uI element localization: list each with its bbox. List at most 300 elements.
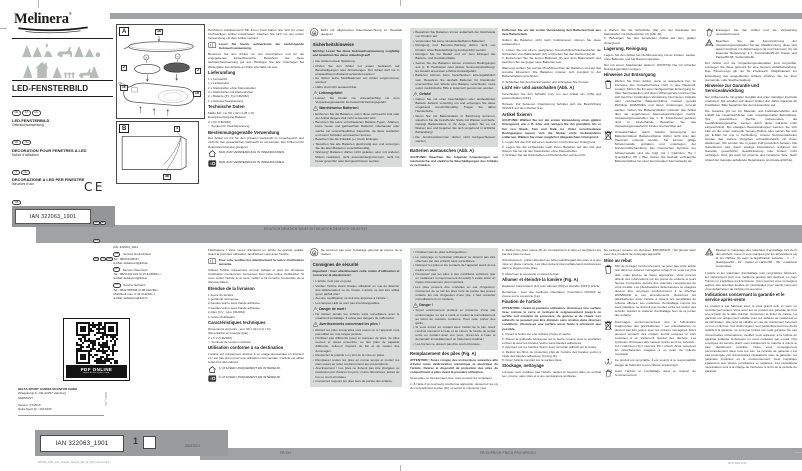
warning-block — [313, 91, 400, 104]
part-label-1a: 1a — [157, 29, 161, 34]
language-badge: AT — [22, 110, 30, 116]
paragraph: Der Artikel und die Verpackungsmaterialien sind recycelbar, entsorgen Sie diese getrennt für eine bessere Abfallbehandlung. Das Triman-Logo gilt nur für Frankreich. Möglichkeiten zur Entsorgung des ausgedienten Artikels erfahren Sie bei Ihrer Gemeinde- oder Stadtverwaltung. — [705, 61, 797, 82]
service-entry — [113, 283, 207, 301]
french-page-column-5 — [604, 248, 696, 442]
crop-mark — [0, 28, 7, 29]
language-badge: AT — [102, 221, 105, 224]
safety-box — [410, 28, 498, 147]
line: 5. Fixez l’article complet sur la surface lisse. — [502, 357, 563, 362]
icon-caption: Werfen Sie Ihren Artikel, wenn er ausgedient hat, im Interesse des Umweltschutzes nicht in den Hausmüll, sondern führen Sie ihn einer fachgerechten Entsorgung zu. Über Sammelstellen und deren Öffnungszeiten können Sie sich bei Ihrer zuständigen Verwaltung informieren. Defekte oder verbrauchte Batterien/Akkus müssen gemäß Richtlinie 2006/66/EG und deren Änderungen recycelt werden. Geben Sie Batterien/Akkus und/oder den Artikel über die angebotenen Sammeleinrichtungen zurück. Verpackungsmaterialien wie z. B. Folienbeutel gehören nicht in Kinderhände. Bewahren Sie das Verpackungsmaterial für Kinder unerreichbar auf. — [614, 79, 696, 128]
cover-panel — [12, 12, 113, 206]
warning-title: Avertissements concernant les piles ! — [319, 322, 380, 327]
battery-disposal-icon — [604, 320, 613, 330]
svg-text:!: ! — [314, 324, 316, 327]
divider — [12, 38, 113, 39]
no-room-light-icon — [310, 28, 319, 37]
service-entries — [113, 252, 207, 301]
product-title: LED-FENSTERBILD — [12, 83, 89, 93]
paragraph: Sollten die Batterien nicht mehr funktionieren, können Sie diese austauschen. — [502, 37, 601, 46]
brand-name: Melinera — [14, 11, 69, 27]
line: 5. Befestigen Sie den kompletten Artikel auf dem glatten Untergrund. — [604, 36, 696, 45]
icon-paragraph — [604, 264, 696, 317]
fold-page-number: 1 — [133, 436, 139, 446]
bullet-item: • Verwenden Sie keine wiederaufladbaren Batterien! — [413, 39, 496, 43]
book-icon — [208, 42, 217, 48]
bullet-item: • Les piles peuvent être mortelles en cas d’ingestion. Conservez de ce fait les piles hors de portée des jeunes enfants. En cas d’ingestion d’une pile, il faut consulter immédiatement un médecin. — [413, 285, 496, 301]
german-page-column-2 — [310, 28, 402, 220]
publisher-item-number: Delta-Sport-Nr.: FM-9166 — [18, 407, 52, 412]
safety-box — [310, 39, 402, 167]
edition-title: LED-FENSTERBILD — [12, 117, 50, 123]
line: 4. Ziehen Sie die Schutzfolie (3a) von der Rückseite der Klettstreifen mit Klebestreifen (3) (Abb. B). — [604, 28, 696, 37]
paragraph: Die Garantie gilt nur für Material- und Fabrikationsfehler und entfällt bei missbräuchlicher oder unsachgemäßer Behandlung. Ihre gesetzlichen Rechte, insbesondere die Gewährleistungsrechte, werden durch diese Garantie nicht eingeschränkt. Bei etwaigen Beanstandungen wenden Sie sich bitte an die unten stehende Service-Hotline oder setzen Sie sich per E-Mail mit uns in Verbindung. Unsere Servicemitarbeiter werden das weitere Vorgehen schnellstmöglich mit Ihnen abstimmen. Wir werden Sie in jedem Fall persönlich beraten. Die Garantiezeit wird durch etwaige Reparaturen aufgrund der Garantie, gesetzlicher Gewährleistung oder Kulanz nicht verlängert. Dies gilt auch für ersetzte und reparierte Teile. Nach Ablauf der Garantie anfallende Reparaturen sind kostenpflichtig. — [705, 108, 797, 162]
paragraph: L’article et les matériaux d’emballage sont recyclables. Éliminez-les séparément pour une meilleure gestion des déchets. Le logo Triman ne s’applique qu’à la France. Vous pourrez vous renseigner auprès des autorités locales ou municipales pour savoir comment vous débarrasser de l’article mis au rebut. — [705, 270, 797, 291]
section-heading: Stockage, nettoyage — [502, 363, 544, 369]
edition-subtitle: Gebrauchsanweisung — [12, 122, 44, 127]
bullet-item: • N’utilisez pas différents types et marques de piles, de piles neuves et usées ensemble, ou des piles de capacité différente, celles-ci risquant de fuir et de causer des dommages. — [313, 336, 400, 352]
bullet-item: • Lassen Sie Kinder nie unbeaufsichtigt mit dem Verpackungsmaterial. Es besteht Erstickungsgefahr. — [313, 96, 400, 104]
service-country: Service Deutschland — [123, 251, 151, 256]
triman-icon — [604, 358, 613, 365]
bullet-item: • Batterien können beim Verschlucken lebensgefährlich sein. Bewahren Sie deshalb Batterien für Kleinkinder unerreichbar auf. Wurde eine Batterie verschluckt, muss sofort medizinische Hilfe in Anspruch genommen werden. — [413, 73, 496, 89]
middle-band-page-codes: DE/AT/CH DE/AT/CH DE/AT/CH DE/AT/CH DE/AT/CH DE/AT/CH — [264, 226, 367, 231]
bullet-item: • Aucune modification ne doit être apportée à l’article ! — [313, 296, 400, 300]
line: 1 x Fensterfilz — [208, 76, 228, 81]
language-badge: DE — [12, 110, 21, 116]
svg-text:i: i — [209, 43, 211, 48]
language-badge: DE — [113, 252, 120, 257]
paragraph: Herzlichen Glückwunsch! Mit Ihrem Kauf haben Sie sich für einen hochwertigen Artikel entschieden. Machen Sie sich vor der ersten Verwendung mit dem Artikel vertraut. — [208, 28, 304, 41]
publisher-version: Version: 07/2019 — [18, 403, 41, 408]
section-heading: Lieferumfang — [208, 69, 236, 75]
line: Dimensions du feutre : env. 60 x 32 cm (l x H) — [208, 326, 271, 331]
line: Alimentation en énergie (pile) : — [208, 331, 250, 336]
recycling-triangle-icon — [705, 39, 714, 47]
service-line: Tel.: 0800-5435111 — [113, 256, 139, 261]
page-code: DE/AT/CH — [185, 444, 200, 448]
line: 1. Posez le feutre sur une surface propre et sèche. — [502, 332, 572, 337]
warning-icon — [313, 106, 318, 111]
line-group — [502, 332, 601, 362]
warning-block — [413, 92, 496, 143]
german-page-column-3 — [410, 28, 498, 220]
bullet-item: • Avertissement ! Les piles ne doivent pas être chargées ou réactivées par d’autres moyens, ni être démontées, jetées au feu ou court-circuitées. — [313, 366, 400, 378]
line: 2. Entnehmen Sie die leeren Batterien (2) aus dem Batteriefach und tauschen Sie sie gegen neue Batterien aus. — [502, 56, 601, 65]
line-group — [208, 327, 304, 344]
service-entry — [113, 252, 207, 265]
paragraph: Verschieben Sie den Schalter (1c), um den Artikel ein- [ON] und auszuschalten [OFF]. — [502, 92, 601, 101]
icon-caption: À UTILISER UNIQUEMENT EN INTÉRIEUR. — [218, 375, 281, 380]
line: 2 piles (3 V ; type CR2032) — [208, 310, 246, 315]
bullet-item: • LEDs sind nicht austauschbar. — [313, 85, 400, 89]
french-page-column-2 — [310, 248, 402, 442]
paragraph: Der Artikel ist nur für den privaten Gebrauch im Innenbereich und nicht für den gewerblichen Gebrauch zu verwenden. Der Artikel ist für Dekorationszwecke geeignet. — [208, 136, 304, 149]
bottom-band — [200, 448, 802, 460]
icon-caption: Beachten Sie die Kennzeichnung der Verpackungsmaterialien bei der Abfalltrennung, diese sind gekennzeichnet mit Abkürzungen (a) und Nummern (b) mit folgender Bedeutung: 1-7: Kunststoffe/20-22: Papier und Pappe/80-98: Verbundstoffe. — [715, 38, 797, 59]
bullet-list-wrap — [413, 250, 496, 301]
print-timestamp: 02.07.2019 10:31 — [728, 462, 747, 465]
section-heading: Technische Daten — [208, 104, 245, 110]
warning-title: Danger ! — [419, 303, 433, 308]
bullet-item: • Ne laissez jamais les enfants sans surveillance avec le matériel d’emballage. Il existe des dangers de suffocation. — [313, 312, 400, 320]
language-badge: CH — [113, 283, 121, 288]
line: 1. Lösen Sie mit einem geeigneten Kreuzschlitzschraubendreher die Schrauben vom Batteriefach (1b) und heben Sie den Deckel (1a) ab. — [502, 47, 601, 56]
crop-mark — [400, 465, 401, 471]
line: 2 x Batterie (3V, Typ CR2032) — [208, 94, 249, 99]
line-group — [502, 80, 601, 84]
section-heading: Artikel fixieren — [502, 111, 532, 117]
no-room-light-icon — [310, 248, 319, 257]
bullet-item: • Nettoyez les piles et les contacts de l’appareil avant de les mettre en place. — [413, 263, 496, 271]
line-group — [208, 77, 304, 103]
paragraph: Déplacez l’interrupteur (1c) pour allumer [ON] et éteindre [OFF] l’article. — [502, 284, 601, 289]
bullet-item: • Es dürfen keine Modifikationen am Artikel vorgenommen werden! — [313, 76, 400, 84]
language-editions — [12, 100, 113, 220]
line: 2 x Klettstreifen ohne Klebestreifen — [208, 85, 256, 90]
ian-band-bottom — [35, 430, 228, 456]
line: 1 guirlande lumineuse — [208, 297, 239, 302]
top-band — [110, 13, 802, 19]
figure-a-battery-diagram — [116, 24, 205, 119]
bullet-item: • Warnung! Batterien dürfen nicht geladen oder mit anderen Mitteln reaktiviert, nicht auseinandergenommen, nicht ins Feuer geworfen oder kurzgeschlossen werden. — [313, 150, 400, 162]
service-line: E-Mail: deltasport@lidl.at — [113, 276, 147, 281]
icon-paragraph — [604, 130, 696, 163]
paragraph: Remarque : pour une meilleure orientation, l’inscription ON/OFF se trouve sur le couvercle (1a). — [502, 289, 601, 298]
section-heading: Étendue de la livraison — [208, 285, 255, 291]
language-badge: GB — [108, 257, 111, 260]
icon-caption: NUR ZUR VERWENDUNG IN INNENRÄUMEN. — [218, 159, 285, 164]
warning-block — [313, 322, 400, 383]
language-badge: FR — [94, 257, 98, 260]
french-page-column-4 — [502, 248, 601, 442]
ce-mark: CE — [84, 180, 105, 194]
svg-text:!: ! — [414, 93, 416, 97]
line: 2. Legen Sie die Lichterkette nach Ihrem Belieben auf den Filz und fixieren Sie sie mit den Klettstreifen ohne Klebestreifen. — [502, 144, 601, 153]
bullet-list — [413, 30, 496, 90]
eco-disposal-icon — [604, 369, 613, 378]
service-contact-block — [113, 245, 207, 302]
section-heading: Hinweise zur Garantie und Serviceabwicklung — [705, 83, 759, 93]
safety-box — [310, 259, 402, 387]
warning-title: Danger de mort ! — [319, 306, 347, 311]
part-label-2: 2 — [123, 65, 125, 70]
language-badge: DE — [94, 221, 98, 224]
line-group — [502, 140, 601, 157]
bullet-item: • Respectez la polarité (+/-) lors de la mise en place. — [313, 353, 400, 357]
icon-paragraph — [705, 28, 797, 37]
paragraph: ACHTUNG! Beachten Sie folgende Anweisungen, um mechanische und elektrische Beschädigungen des Artikels zu vermeiden. — [410, 155, 498, 168]
paragraph: ACHTUNG! Wählen Sie vor der ersten Verwendung einen glatten Untergrund, wie z. B. Glas und reinigen Sie ihn gründlich, bis er frei von Staub, Fett und Kalk ist. Unter verschiedenen Bedingungen lassen sich die Kleber nicht rückstandslos entfernen. Wählen Sie einen möglichst pflegeleichten Untergrund. — [502, 118, 601, 139]
edition-title: DECORAZIONE A LED PER FINESTRE — [12, 177, 85, 183]
bullet-item: • Die Anschlussklemmen dürfen nicht kurzgeschlossen werden. — [413, 135, 496, 143]
german-page-column-5 — [604, 28, 696, 220]
language-badge: CH — [22, 140, 31, 146]
line: 1. Legen Sie den Filz auf einen sauberen und trockenen Untergrund. — [502, 140, 597, 145]
language-badge: IT — [12, 170, 20, 176]
icon-caption: NUR ZUR VERWENDUNG IN INNENRÄUMEN. — [218, 150, 285, 155]
line-group — [208, 111, 304, 128]
service-line: Tel.: 0820 201 222 (0,15 EUR/Min.) — [113, 272, 161, 277]
line: 2 bandes velcro sans bande adhésive — [208, 301, 260, 306]
paragraph: Le produit a été fabriqué avec le plus grand soin et sous un contrôle permanent. Vous avez sur ce produit une garantie de trois ans à partir de la date d’achat. Conservez le ticket de caisse. La garantie est uniquement valable pour les défauts de matériaux et de fabrication, elle perd sa validité en cas de maniement incorrect ou non conforme. Vos droits légaux, tout particulièrement les droits relatifs à la garantie, ne sont pas limités par cette garantie. En cas d’éventuelles réclamations, veuillez vous adresser à la hotline de garantie indiquée ci-dessous ou nous contacter par e-mail. Nos employés du service client vous indiqueront la marche à suivre le plus rapidement possible. Nous vous renseignerons personnellement dans tous les cas. La période de garantie n’est pas prolongée par d’éventuelles réparations sous la garantie, les garanties implicites ou le remboursement. Ceci s’applique également aux pièces remplacées et réparées. Les réparations nécessaires sont à la charge de l’acheteur à la fin de la période de garantie. — [705, 303, 797, 374]
publisher-block — [18, 387, 110, 415]
warning-icon — [313, 91, 318, 96]
warning-icon — [313, 307, 318, 312]
brand-logo — [14, 12, 110, 34]
paragraph: Utilisez l’article uniquement comme indiqué et pour les domaines d’utilisation mentionnés. Conservez bien cette notice d’utilisation. Si vous cédez l’article à un tiers, veillez à lui remettre l’ensemble de la documentation. — [208, 268, 304, 285]
divider — [12, 80, 113, 81]
paragraph: Nur mit einem Staubwedel säubern. WICHTIG! Nie mit scharfen Reinigungsmitteln reinigen. — [604, 62, 696, 71]
book-icon — [208, 258, 217, 264]
icon-paragraph — [208, 160, 304, 167]
line: 3. Appuyez sur les bandes Velcro avec du ruban adhésif sur le feutre. — [502, 345, 598, 350]
bullet-list — [413, 308, 496, 346]
line: 3 bandes velcro avec bande adhésive — [208, 305, 260, 310]
language-badge: GB — [12, 200, 21, 206]
french-page-column-3 — [410, 248, 498, 442]
bullet-item: • Prüfen Sie den Artikel vor jedem Gebrauch auf Beschädigungen oder Abnutzungen. Der Artikel darf nur in einwandfreiem Zustand verwendet werden! — [313, 64, 400, 76]
paragraph: Si les piles ne fonctionnent plus, vous pouvez les remplacer. — [410, 376, 493, 381]
bullet-list — [313, 96, 400, 104]
svg-text:i: i — [209, 259, 211, 264]
line-group — [410, 382, 498, 390]
line: 1 x Lichterkette — [208, 81, 229, 86]
section-heading: Allumer et éteindre la lumière (Fig. A) — [502, 277, 579, 283]
line: 3. Refermez le couvercle et vissez-le bien. — [502, 271, 561, 276]
section-heading: Mise au rebut — [604, 257, 632, 263]
line-group — [502, 272, 601, 276]
line: 1 notice d’utilisation — [208, 314, 236, 319]
line: 3. Schließen Sie den Deckel wieder und schrauben Sie ihn fest. — [502, 79, 590, 84]
bullet-item: • Gehen Sie mit einer beschädigten oder auslaufenden Batterie äußerst vorsichtig um und entsorgen Sie diese umgehend vorschriftsmäßig. Tragen Sie dabei Handschuhe. — [413, 97, 496, 113]
bullet-list — [413, 250, 496, 301]
icon-paragraph — [208, 375, 304, 382]
ian-band-cover — [12, 206, 115, 260]
qr-caption-title: PDF ONLINE — [80, 366, 113, 372]
paragraph: ATTENTION ! Avant la première utilisation, choisissez une surface lisse comme le verre et nettoyez-la soigneusement jusqu’à ce qu’elle soit exempte de poussière, de graisse et de chaux. Les adhésifs ne peuvent pas être éliminés sans résidus dans diverses conditions. Choisissez une surface aussi facile à entretenir que possible. — [502, 306, 601, 331]
paragraph: Hinweis: Zur besseren Orientierung befindet sich die Beschriftung ON/OFF auf dem Deckel (1a). — [502, 102, 601, 111]
bullet-item: • Benutzen Sie keine verschiedenen Batterie-Typen, -Marken, keine neuen und gebrauchten Batterien miteinander oder solche mit unterschiedlicher Kapazität, da diese auslaufen und somit Schäden verursachen können. — [313, 120, 400, 136]
bullet-item: • Retirez les piles lorsqu’elles sont usées ou si l’appareil n’est pas utilisé sur une longue période. — [313, 328, 400, 336]
indoor-house-icon — [208, 150, 217, 157]
section-heading: Licht ein- und ausschalten (Abb. A) — [502, 85, 574, 91]
bullet-item: • Entfernen Sie die Batterien, wenn diese verbraucht sind oder der Artikel längere Zeit nicht verwendet wird. — [313, 112, 400, 120]
bullet-item: • Les bornes ne doivent pas être court-circuitées. — [413, 342, 496, 346]
warning-title: Gefahr! — [419, 91, 432, 96]
publisher-name: DELTA-SPORT HANDELSKONTOR GMBH — [18, 387, 78, 391]
bullet-item: • L’article n’est pas un jouet. — [313, 279, 400, 283]
ian-number: IAN 322063_1901 — [29, 213, 77, 220]
bullet-item: • Le nettoyage et l’entretien utilisateur ne doivent pas être effectués par des enfants sans surveillance. — [413, 255, 496, 263]
bullet-list — [313, 328, 400, 384]
publisher-address: Wragekamp 6 • DE-22397 Hamburg — [18, 391, 67, 396]
qr-code-caption — [66, 365, 127, 378]
line: 2. Retirez les piles usées (2) du compartiment à piles et remplacez-les par des piles neuves. — [502, 248, 601, 257]
icon-paragraph — [705, 39, 797, 59]
part-label-1c: 1c — [122, 85, 126, 90]
safety-box — [410, 248, 498, 350]
language-badge: FR — [12, 140, 21, 146]
paragraph: Lorsque vous n’utilisez pas l’article, rangez-le toujours dans un endroit sec, propre, sans piles et à une température ambiante. — [502, 370, 601, 379]
crop-mark — [400, 0, 401, 6]
figure-a-label: A — [119, 27, 129, 36]
paragraph: Lagern Sie den Artikel bei Nichtbenutzung immer trocken, sauber, ohne Batterien und bei Raumtemperatur. — [604, 52, 696, 61]
edition-subtitle: Istruzioni d’uso — [12, 182, 34, 187]
bullet-list — [313, 312, 400, 320]
indoor-house-icon — [208, 366, 217, 373]
print-side-code: 322063_1901 — [104, 392, 106, 407]
line: Energieversorgung Batterie: — [208, 115, 247, 120]
svg-text:+: + — [145, 54, 148, 60]
line: 2 x 3 V (CR2032) — [208, 335, 232, 340]
line: 2 x 3V (CR2032) — [208, 119, 232, 124]
paragraph: ATTENTION ! Tenez compte des instructions suivantes afin d’éviter toute détérioration mécanique et électrique de l’article. Retirez le dispositif de protection des piles du compartiment à piles avant la première utilisation. — [410, 358, 498, 375]
service-country: Service Österreich — [122, 267, 148, 272]
crop-mark — [794, 452, 802, 453]
line: ⎓ Symbol für Gleichspannung — [208, 124, 250, 129]
bullet-list — [313, 59, 400, 89]
line: 2. Placez la guirlande lumineuse sur le feutre comme vous le souhaitez et fixez-la avec les bandes Velcro sans bandes adhésives. — [502, 336, 601, 345]
bullet-item: • Reinigung und Benutzer-Wartung dürfen nicht von Kindern ohne Beaufsichtigung durchgeführt werden. — [413, 43, 496, 51]
line: 1 x Gebrauchsanweisung — [208, 98, 243, 103]
paragraph: Ne nettoyez qu’avec un plumeau. IMPORTANT ! Ne jamais laver avec des produits de nettoyage agressifs. — [604, 248, 696, 257]
icon-paragraph — [604, 369, 696, 378]
bullet-list — [413, 97, 496, 143]
bullet-item: • Reinigen Sie bei Bedarf und vor dem Einlegen die Batterie- und Gerätekontakte. — [413, 52, 496, 60]
icon-caption: Révisez le marquage des matériaux d’emballage lors du tri des déchets. Ceux-ci sont marqués par les abréviations (a) et les chiffres (b) avec la signification suivante : 1 - 7 : plastiques/20 - 22 : papier et carton/80 - 98 : matériaux composites. — [715, 248, 797, 269]
ian-number-box — [40, 435, 124, 452]
german-page-column-4 — [502, 28, 601, 220]
warning-block — [413, 303, 496, 346]
icon-paragraph — [208, 258, 304, 266]
french-page-column-1 — [208, 248, 304, 442]
line: 4. Retirez les films de protection (3a) de l’arrière des bandes velcro à l’aide des bandes adhésives (3) (Fig. B). — [502, 349, 601, 358]
icon-paragraph — [310, 248, 402, 257]
paragraph: Avertissement : prêtez attention au pôle positif/négatif des piles et à une mise en place correcte. Les piles doivent être parfaitement positionnées dans le logement de piles. — [502, 257, 601, 270]
icon-caption: Dommages environnementaux dus à l’élimination inappropriée des piles/batteries ! Les piles/batteries ne doivent pas être jetées avec les ordures ménagères. Elles peuvent contenir des métaux lourds toxiques et sont soumises à un traitement spécial des déchets. Les symboles chimiques des métaux lourds sont les suivants : Cd = cadmium, Hg = mercure, Pb = plomb. Ainsi, retournez les piles/batteries usagées à un point de collecte municipal. — [614, 319, 696, 357]
bullet-item: • N’utilisez pas de piles rechargeables ! — [413, 250, 496, 254]
section-heading: Fixation de l’article — [502, 299, 541, 305]
bullet-item: • Bewahren Sie Batterien immer außerhalb der Reichweite von Kindern auf. — [413, 30, 496, 38]
french-page-column-6 — [705, 248, 797, 442]
recycling-triangle-icon — [705, 248, 714, 256]
section-heading: Caractéristiques techniques — [208, 320, 266, 326]
bullet-item: • N’exposez pas les piles à des conditions extrêmes (par ex. radiateurs ou rayonnement du soleil). Il existe sinon un risque d’écoulement plus important. — [413, 272, 496, 284]
section-heading: Batterien austauschen (Abb. A) — [410, 148, 474, 154]
battery-compartment-drawing — [117, 25, 204, 118]
service-line: Tel.: 0842 665566 (0,08 CHF/Min., — [113, 287, 160, 292]
icon-paragraph — [310, 28, 402, 37]
edition-title: DECORATION POUR FENETRES A LED — [12, 147, 87, 153]
bullet-item: • Conservez toujours les piles hors de portée des enfants. — [313, 379, 400, 383]
bottom-band-fr-codes: FR/CHFR/CH FR/CH FR/CHFR/CH — [480, 451, 536, 455]
line-group — [502, 48, 601, 65]
bullet-item: • Setzen Sie die Batterien keinen extremen Bedingungen aus (z. B. Heizkörper oder direkte Sonneneinstrahlung). Es besteht ansonsten erhöhte Auslaufgefahr. — [413, 61, 496, 73]
bullet-item: • Les lampes LED ne sont pas interchangeables. — [313, 301, 400, 305]
paragraph: Der Artikel wurde mit großer Sorgfalt und unter ständiger Kontrolle produziert. Sie erhalten auf diesen Artikel drei Jahre Garantie ab Kaufdatum. Bitte bewahren Sie den Kassenbon auf. — [705, 94, 797, 107]
edition-subtitle: Notice d’utilisation — [12, 152, 39, 157]
section-heading: Remplacement des piles (Fig. A) — [410, 351, 476, 357]
icon-caption: À UTILISER UNIQUEMENT EN INTÉRIEUR. — [218, 366, 281, 371]
qr-code — [63, 318, 130, 381]
icon-paragraph — [208, 42, 304, 50]
warning-icon — [413, 92, 418, 97]
line-group — [208, 293, 304, 319]
language-badge: CH — [32, 110, 41, 116]
edition — [12, 130, 113, 158]
warning-title: Warnhinweise Batterien! — [319, 106, 359, 111]
icon-paragraph — [208, 150, 304, 157]
crop-mark — [38, 0, 39, 8]
service-ian: IAN: 322063_1901 — [113, 245, 139, 249]
language-badge: CH — [94, 239, 98, 242]
svg-text:!: ! — [314, 92, 316, 96]
bullet-list-wrap — [313, 59, 400, 89]
line: 1 feutre de fenêtre — [208, 292, 234, 297]
bullet-item: • Remplacez toutes les piles en même temps et mettez les piles usées au rebut conformément aux prescriptions. — [313, 358, 400, 366]
language-badge: CH — [21, 170, 30, 176]
icon-paragraph — [604, 358, 696, 366]
icon-caption: Ce produit est recyclable. Il est soumis à la responsabilité élargie du fabricant et est collecté séparément. — [614, 358, 696, 367]
battery-disposal-icon — [604, 130, 613, 140]
paragraph: Important : lisez attentivement cette notice d’utilisation et conservez-la absolument ! — [312, 269, 400, 278]
qr-code-modules — [76, 322, 118, 364]
indoor-plug-icon — [208, 375, 217, 382]
line-group — [502, 248, 601, 256]
icon-caption: Ne convient pas pour l’éclairage général de pièces de la maison. — [320, 248, 402, 257]
service-entry — [113, 267, 207, 280]
service-line: Mobilfunk max. 0,40 CHF/Min.) — [113, 291, 155, 296]
language-badge: AT — [113, 267, 120, 272]
part-label-1b: 1b — [195, 91, 199, 96]
indoor-plug-icon — [208, 160, 217, 167]
part-label-3: 3 — [176, 126, 178, 131]
line-group — [604, 28, 696, 45]
section-heading: Indications concernant la garantie et le service après-vente — [705, 292, 785, 303]
publisher-country: GERMANY — [18, 395, 34, 400]
section-heading: Hinweise zur Entsorgung — [604, 72, 656, 78]
section-heading: Consignes de sécurité — [312, 262, 359, 268]
paragraph: L’article est uniquement destiné à un usage domestique en intérieur et n’est pas prévu pour une utilisation commerciale. L’article est utilisé à des fins décoratives. — [208, 352, 304, 365]
eco-disposal-icon — [705, 28, 714, 37]
warning-icon — [313, 322, 318, 327]
middle-band — [36, 225, 802, 243]
icon-paragraph — [604, 320, 696, 357]
line: 3 x Klettstreifen mit Klebestreifen — [208, 89, 254, 94]
ian-number: IAN 322063_1901 — [55, 439, 109, 447]
section-heading: Bestimmungsgemäße Verwendung — [208, 129, 280, 135]
bullet-item: • Der Artikel ist kein Spielzeug. — [313, 59, 400, 63]
bullet-item: • Wenn Sie mit Batteriesäure in Berührung kommen, waschen Sie die betreffende Stelle mit Wasser und Seife. Gelangt Batteriesäure in Ihr Auge, spülen Sie es mit Wasser aus und begeben Sie sich umgehend in ärztliche Behandlung! — [413, 114, 496, 134]
figure-b-label: B — [119, 124, 129, 133]
service-line: E-Mail: deltasport@lidl.ch — [113, 295, 148, 300]
svg-text:!: ! — [314, 308, 316, 312]
icon-paragraph — [208, 366, 304, 373]
trash-bin-icon — [604, 264, 613, 274]
figure-b-felt-diagram — [116, 121, 199, 184]
divider — [12, 96, 113, 97]
svg-text:!: ! — [414, 304, 416, 308]
svg-text:!: ! — [314, 108, 316, 111]
icon-caption: Jetez l’article et l’emballage dans le respect de l’environnement. — [614, 368, 696, 377]
section-heading: Lagerung, Reinigung — [604, 46, 647, 51]
paragraph: Entfernen Sie vor der ersten Verwendung den Batterieschutz aus dem Batteriefach. — [502, 28, 601, 37]
bullet-item: • Beachten Sie die Polarität (+/-) beim Einlegen. — [313, 137, 400, 141]
icon-caption: Entsorgen Sie den Artikel und die Verpackung umweltschonend. — [715, 28, 797, 37]
paragraph: Warnung: Achten Sie auf die Plus/Minus-Pole der Batterien und auf das korrekte Einsetzen. Die Batterien müssen sich komplett in der Batteriehalterung befinden. — [502, 65, 601, 79]
warning-title: Lebensgefahr! — [319, 90, 343, 95]
german-page-column-1 — [208, 28, 304, 220]
